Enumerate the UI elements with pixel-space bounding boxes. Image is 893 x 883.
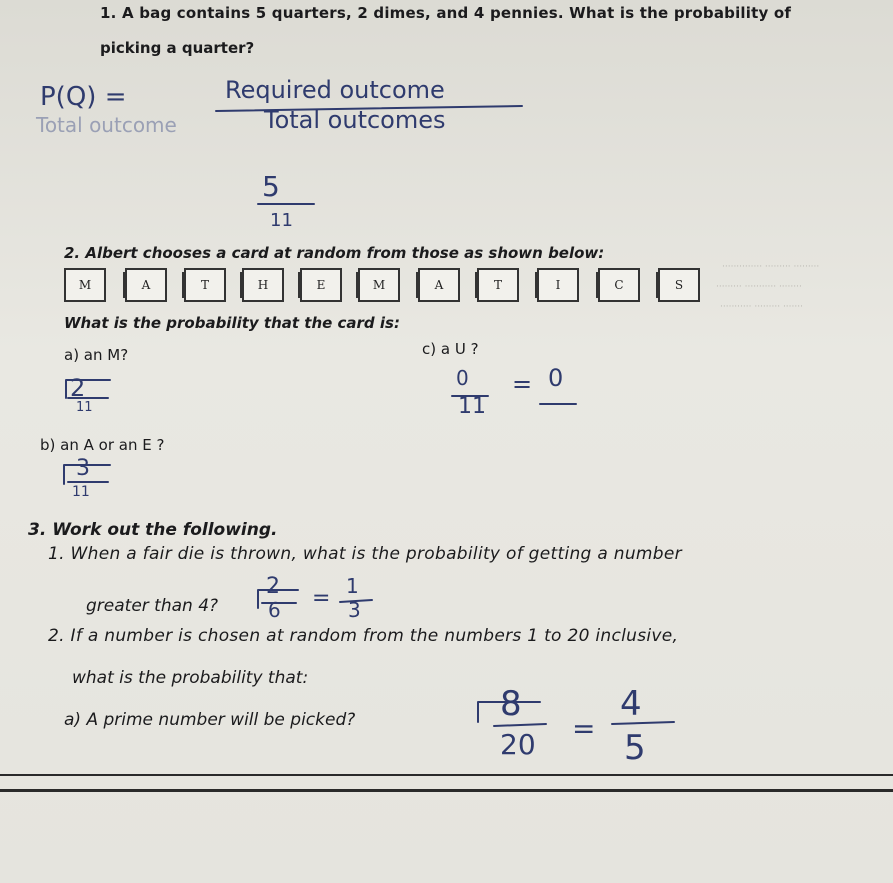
q1-answer-numerator: 5: [262, 170, 280, 203]
letter-card: E: [300, 268, 342, 302]
letter-card: A: [418, 268, 460, 302]
letter-card: A: [125, 268, 167, 302]
letter-card: I: [537, 268, 579, 302]
q1-work-denominator-label: Total outcomes: [264, 106, 446, 134]
q3-part-1-line-1: 1. When a fair die is thrown, what is the probability of getting a number: [48, 544, 682, 564]
q3p1-equals: =: [312, 586, 331, 611]
letter-card: H: [242, 268, 284, 302]
q3p2a-answer-box: [478, 702, 540, 722]
q3p1-answer-numerator: 2: [266, 574, 280, 599]
q3-part-2-line-1: 2. If a number is chosen at random from the numbers 1 to 20 inclusive,: [48, 626, 679, 646]
q2-part-c-label: c) a U ?: [422, 340, 479, 358]
question-2-subprompt: What is the probability that the card is:: [64, 314, 400, 332]
q2b-answer-denominator: 11: [72, 484, 90, 500]
q1-work-numerator-label: Required outcome: [225, 76, 445, 104]
letter-card: C: [598, 268, 640, 302]
question-1-line-1: 1. A bag contains 5 quarters, 2 dimes, and 4 pennies. What is the probability of: [100, 4, 792, 22]
q1-answer-denominator: 11: [270, 210, 293, 231]
question-2-prompt: 2. Albert chooses a card at random from those as shown below:: [64, 244, 605, 262]
q2c-equals: =: [512, 370, 533, 398]
q3p1-answer-denominator: 6: [268, 598, 281, 622]
q3p2a-answer-numerator: 8: [500, 684, 522, 724]
letter-card: M: [64, 268, 106, 302]
q2c-answer-numerator: 0: [456, 366, 469, 390]
q2a-answer-numerator: 2: [70, 374, 86, 402]
q3-part-2a-label: a) A prime number will be picked?: [64, 710, 356, 730]
question-1-line-2: picking a quarter?: [100, 39, 255, 57]
q3p2a-fraction-bar: [494, 724, 546, 726]
q3p2a-fraction-bar-2: [612, 722, 674, 724]
q2-part-a-label: a) an M?: [64, 346, 129, 364]
q2b-answer-numerator: 3: [76, 456, 90, 481]
q2c-answer-denominator: 11: [458, 394, 486, 419]
q2a-answer-denominator: 11: [76, 400, 93, 415]
worksheet-page: 1. A bag contains 5 quarters, 2 dimes, and 4 pennies. What is the probability of picking a quarter? P(Q) = Required outcome Total outcomes Total outcome 5 11 2. Albert chooses a card at random from those as shown below: M A T H E M A T I C S ·············· ········· ········· ········· ··········· ········ ··········· ········· ······· What is the probability that the card is: a) an M? c) a U ? 2 11 0 11 = 0 b) an A or an E ? 3 11 3. Work out the following. 1. When a fair die is thrown, what is the probability of getting a number greater than 4? 2 6 = 1 3 2. If a number is chosen at random from the numbers 1 to 20 inclusive, what is the probability that: a) A prime number will be picked? 8 20 = 4 5: [0, 0, 893, 883]
q3p2a-answer-denominator: 20: [500, 728, 536, 761]
q3-part-1-line-2: greater than 4?: [86, 596, 219, 616]
q2-part-b-label: b) an A or an E ?: [40, 436, 165, 454]
q3p1-fraction-bar-2: [340, 600, 372, 602]
question-3-title: 3. Work out the following.: [28, 520, 278, 540]
q3p1-answer-box: [258, 590, 298, 608]
q1-work-lhs: P(Q) =: [40, 82, 127, 112]
q2a-answer-box: [66, 380, 110, 398]
q2c-result: 0: [548, 364, 564, 392]
q3p2a-equals: =: [572, 712, 596, 745]
q3p1-answer-denominator-2: 3: [348, 598, 361, 622]
letter-card: T: [184, 268, 226, 302]
letter-card: M: [358, 268, 400, 302]
letter-card: S: [658, 268, 700, 302]
q3-part-2-line-2: what is the probability that:: [72, 668, 309, 688]
q3p1-answer-numerator-2: 1: [346, 574, 359, 598]
q3p2a-answer-numerator-2: 4: [620, 684, 642, 724]
q1-fraction-bar: [216, 106, 522, 111]
q1-work-partial-label: Total outcome: [36, 113, 177, 137]
q3p2a-answer-denominator-2: 5: [624, 728, 646, 768]
letter-card: T: [477, 268, 519, 302]
